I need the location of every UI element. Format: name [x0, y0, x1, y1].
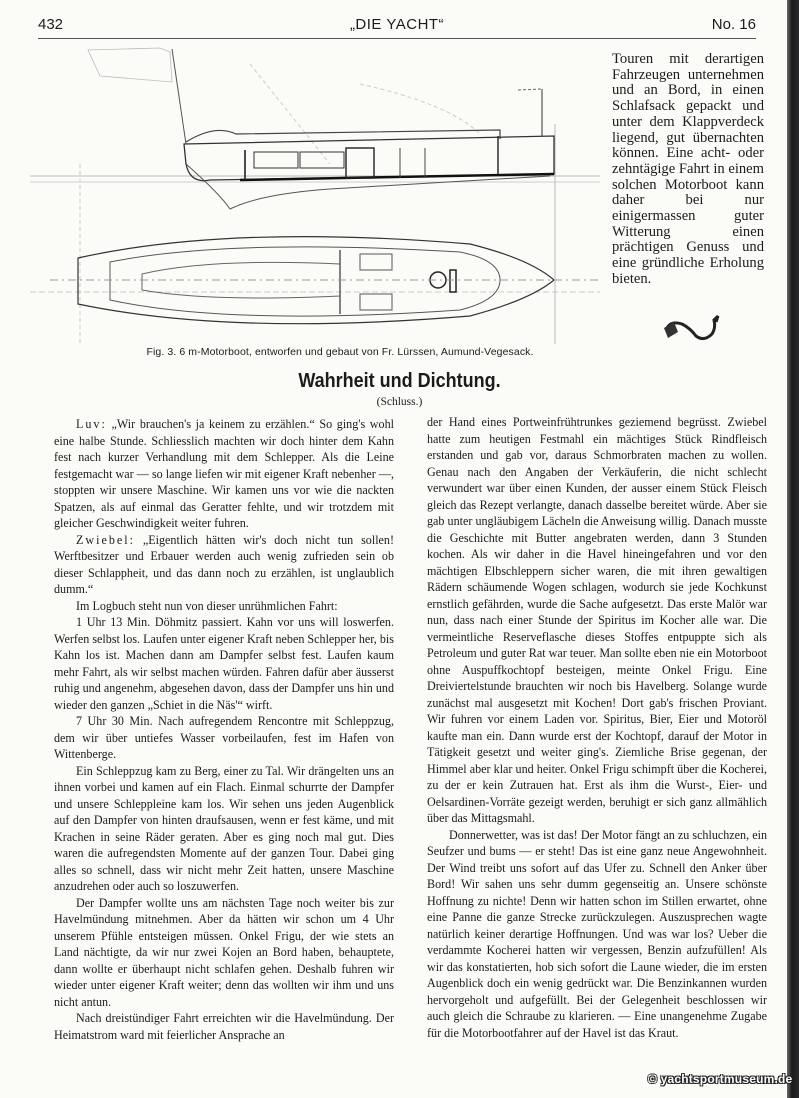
article-right-column: [427, 414, 767, 1041]
figure-caption: Fig. 3. 6 m-Motorboot, entworfen und gebaut von Fr. Lürssen, Aumund-Vegesack.: [146, 346, 534, 358]
paragraph: Ein Schleppzug kam zu Berg, einer zu Tal. Wir drängelten uns an ihnen vorbei und kamen auf ein Flach. Einmal schurrte der Dampfer und unsere Schleppleine kam los. Wir sehen uns jeden Augenblick auf den Dampfer von hinten draufsausen, wenn er fest käme, und mit Krachen in seine Räder geraten. Aber es ging noch mal gut. Dies waren die aufregendsten Momente auf der ganzen Tour. Dabei ging alles so schnell, dass wir nicht mehr Zeit hatten, unsere Maschine anzudrehen oder auch so loszuwerfen.: [54, 763, 394, 893]
running-header: [38, 8, 756, 39]
speaker-label: Luv:: [76, 417, 107, 431]
boat-plan-figure: [30, 44, 600, 344]
page-number: 432: [38, 16, 64, 33]
paragraph: Im Logbuch steht nun von dieser unrühmlichen Fahrt:: [76, 598, 338, 613]
sidebar-text: Touren mit derartigen Fahrzeugen unternehmen und an Bord, in einen Schlafsack gepackt und unter dem Klappverdeck liegend, gut übernachten können. Eine acht- oder zehntägige Fahrt in einem solchen Motorboot kann daher bei nur einigermassen guter Witterung einen prächtigen Genuss und eine gründliche Erholung bieten.: [612, 51, 764, 287]
article-left-column: [54, 416, 394, 1043]
paragraph: Luv: „Wir brauchen's ja keinem zu erzählen.“ So ging's wohl eine halbe Stunde. Schliesslich machten wir doch hinter dem Kahn fest nach kurzer Verhandlung mit dem Schlepper. Als die Leine festgemacht war — so lange liefen wir mit eigener Kraft nebenher —, stoppten wir unsere Maschine. Wir kamen uns vor wie die nackten Spatzen, als auf einmal das Geratter fehlte, und wir trotzdem mit gleicher Geschwindigkeit weiter fuhren.: [54, 417, 394, 530]
paragraph: 1 Uhr 13 Min. Döhmitz passiert. Kahn vor uns will loswerfen. Werfen selbst los. Laufen unter eigener Kraft neben Schlepper her, bis Kahn los ist. Machen dann am Dampfer selbst fest. Laufen kaum mehr Fahrt, als wir selbst machen würden. Fahren dafür aber äusserst ruhig und angenehm, abgesehen davon, dass der Dampfer uns hin und wieder den ganzen „Schiet in die Näs'“ wirft.: [54, 615, 394, 712]
issue-number: No. 16: [711, 16, 756, 33]
paragraph: der Hand eines Portweinfrühtrunkes geziemend begrüsst. Zwiebel hatte zum heutigen Festmahl ein mächtiges Stück Rindfleisch erstanden und gab vor, daraus Schmorbraten machen zu wollen. Genau nach den Angaben der Verkäuferin, die nicht schlecht verwundert war über einen Kunden, der ausser einem Stück Fleisch gleich das Rezept verlangte, danach dasselbe bereitet würde. Aber sie gab unter ungläubigem Lächeln die Anweisung willig. Danach musste die Geschichte mit Butter angebraten werden, dann 3 Stunden kochen. Als wir daher in die Havel hineingefahren und vor den mächtigen Elbschleppern sicher waren, die mit ihren gewaltigen Rädern schäumende Wogen schlagen, wodurch sie jede Kochkunst ernstlich gefährden, wurde die Sache aufgesetzt. Das erste Malör war nun, dass nach einer Stunde der Spiritus im Kocher alle war. Die vermeintliche Reserveflasche dieses Stoffes entpuppte sich als Petroleum und guter Rat war teuer. Man sollte eben nie ein Motorboot ohne Auspuffkochtopf besteigen, meinte Onkel Frigu. Eine Dreiviertelstunde brauchten wir noch bis Havelberg. Solange wurde zunächst mal ausgesetzt mit Kochen! Dort gab's frischen Proviant. Wir fuhren vor einem Laden vor. Spiritus, Bier, Eier und Motoröl kaufte man ein. Dann wurde erst der Kochtopf, darauf der Motor in Tätigkeit gesetzt und weiter ging's. Ziemliche Brise gegenan, der Himmel aber klar und heiter. Onkel Frigu schimpft über die Kocherei, zu der er kein Zutrauen hat. Erst als ihm die Wurst-, Eier- und Oelsardinen-Vorräte gezeigt werden, beruhigt er sich ganz allmählich über das Mittagsmahl.: [427, 415, 767, 825]
paragraph: Donnerwetter, was ist das! Der Motor fängt an zu schluchzen, ein Seufzer und bums — er steht! Das ist eine ganz neue Angewohnheit. Der Wind treibt uns sofort auf das Ufer zu. Schnell den Anker über Bord! Wir sahen uns sehr dumm gegenseitig an. Unsere schönste Hoffnung zu nichte! Denn wir hatten schon im Stillen erwartet, ohne eine Panne die ganze Strecke zurückzulegen. Auszusprechen wagte natürlich keiner derartige Hoffnungen. Und was war los? Ueber die verdammte Kocherei hatten wir vergessen, Benzin aufzufüllen! Als wir das konstatierten, hob sich sofort die Laune wieder, die im ersten Augenblick doch ein wenig gedrückt war. Die Benzinkannen wurden hervorgeholt und aufgefüllt. Bei der Gelegenheit beschlossen wir auch gleich die Schraube zu klarieren. — Eine unangenehme Zugabe für die Motorbootfahrer auf der Havel ist das Kraut.: [427, 827, 767, 1040]
speaker-label: Zwiebel:: [76, 532, 135, 547]
sidebar-paragraph: [612, 52, 764, 288]
boat-plan-drawing-icon: [30, 44, 600, 344]
article-subtitle: (Schluss.): [376, 396, 423, 408]
page-binding-edge: [787, 0, 799, 1098]
paragraph: 7 Uhr 30 Min. Nach aufregendem Rencontre mit Schleppzug, dem wir über untiefes Wasser vorbeilaufen, fest im Hafen von Wittenberge.: [54, 714, 394, 761]
paragraph: Zwiebel: „Eigentlich hätten wir's doch nicht tun sollen! Werftbesitzer und Erbauer werden auch wenig zufrieden sein ob dieser Schlappheit, und das dann noch zu erzählen, ist unglaublich dumm.“: [54, 532, 394, 596]
copyright-watermark: © yachtsportmuseum.de: [648, 1072, 793, 1086]
paragraph: Der Dampfer wollte uns am nächsten Tage noch weiter bis zur Havelmündung mitnehmen. Aber da hätten wir schon um 4 Uhr unserem Pfühle entsteigen müssen. Onkel Frigu, der wie stets an Land nächtigte, da wir nur zwei Kojen an Bord haben, behauptete, dann wollte er überhaupt nicht schlafen gehen. Deshalb fuhren wir wieder unter eigener Kraft weiter; denn das wollten wir ihm und uns nicht antun.: [54, 895, 394, 1009]
sea-serpent-ornament-icon: [660, 312, 720, 346]
paragraph: Nach dreistündiger Fahrt erreichten wir die Havelmündung. Der Heimatstrom ward mit feierlicher Ansprache an: [54, 1011, 394, 1042]
article-title: Wahrheit und Dichtung.: [298, 370, 501, 392]
journal-title: „DIE YACHT“: [349, 16, 445, 33]
